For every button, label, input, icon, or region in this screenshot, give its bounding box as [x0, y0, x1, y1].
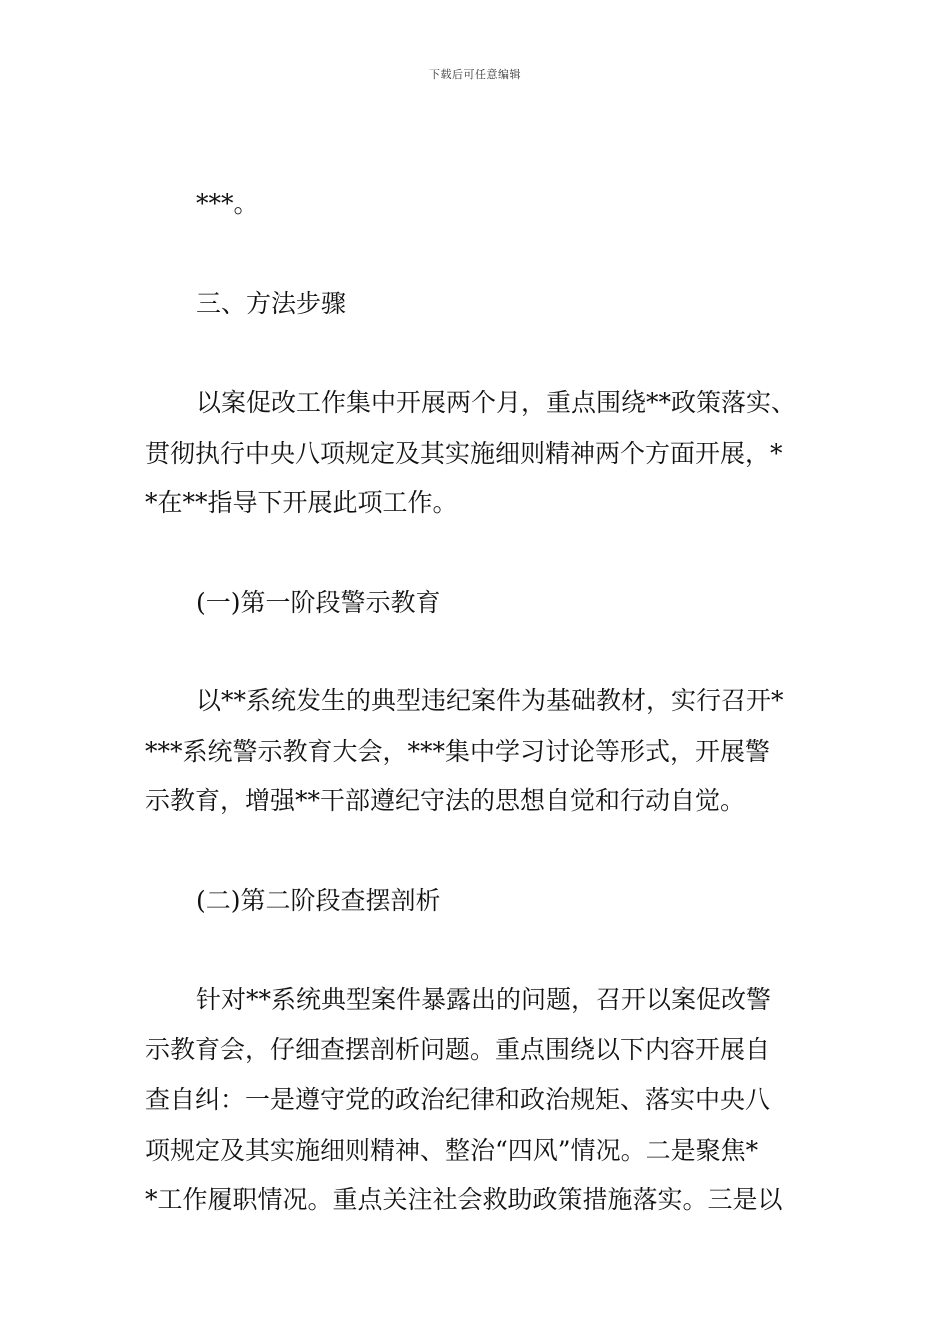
paragraph-line: *工作履职情况。重点关注社会救助政策措施落实。三是以 [145, 1185, 783, 1214]
paragraph-line: 项规定及其实施细则精神、整治“四风”情况。二是聚焦* [145, 1136, 759, 1165]
paragraph-line: ***系统警示教育大会，***集中学习讨论等形式，开展警 [145, 737, 771, 766]
paragraph-line: 以案促改工作集中开展两个月，重点围绕**政策落实、 [196, 388, 797, 417]
subsection-heading: (二)第二阶段查摆剖析 [196, 886, 441, 915]
subsection-heading: (一)第一阶段警示教育 [196, 588, 441, 617]
paragraph-line: 示教育会，仔细查摆剖析问题。重点围绕以下内容开展自 [145, 1035, 771, 1064]
paragraph-line: 贯彻执行中央八项规定及其实施细则精神两个方面开展，* [145, 439, 783, 468]
page-header: 下载后可任意编辑 [429, 68, 521, 81]
paragraph-line: 查自纠：一是遵守党的政治纪律和政治规矩、落实中央八 [145, 1085, 771, 1114]
paragraph-line: 示教育，增强**干部遵纪守法的思想自觉和行动自觉。 [145, 786, 746, 815]
paragraph-line: ***。 [196, 189, 259, 218]
paragraph-line: 针对**系统典型案件暴露出的问题，召开以案促改警 [196, 985, 772, 1014]
paragraph-line: 以**系统发生的典型违纪案件为基础教材，实行召开* [196, 686, 784, 715]
paragraph-line: *在**指导下开展此项工作。 [145, 488, 458, 517]
section-heading: 三、方法步骤 [196, 289, 347, 318]
